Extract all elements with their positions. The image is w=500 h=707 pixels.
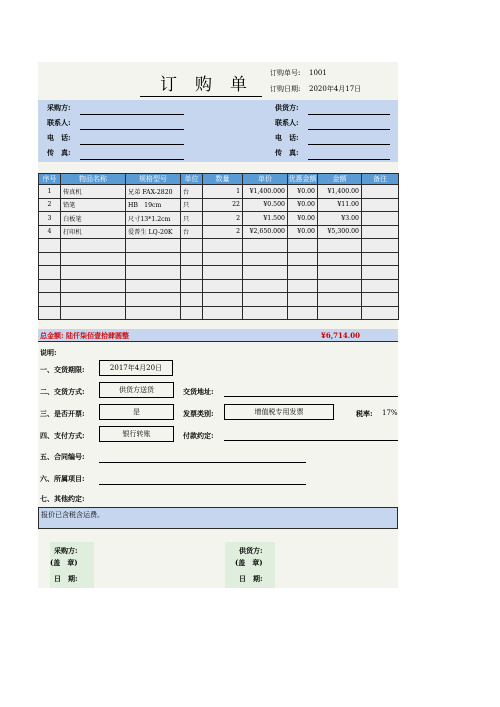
cell-amount[interactable] [318, 266, 362, 280]
col-header-unit: 单位 [181, 174, 203, 185]
cell-discount[interactable] [288, 293, 318, 307]
cell-discount[interactable]: ¥0.00 [288, 212, 318, 226]
other-terms-text: 报价已含税含运费。 [41, 511, 104, 519]
project-label: 六、所属项目: [40, 474, 85, 483]
delivery-period-label: 一、交货期限: [40, 365, 85, 374]
cell-item-name[interactable]: 打印机 [61, 225, 126, 239]
buyer-fax-label: 传 真: [47, 148, 71, 157]
cell-quantity[interactable]: 1 [203, 185, 243, 199]
table-row [39, 198, 399, 212]
table-row [39, 279, 399, 293]
cell-amount[interactable]: ¥11.00 [318, 198, 362, 212]
cell-quantity[interactable] [203, 293, 243, 307]
purchase-order-sheet [38, 62, 398, 588]
cell-remarks[interactable] [362, 185, 399, 199]
cell-remarks[interactable] [362, 252, 399, 266]
cell-index[interactable]: 4 [39, 225, 61, 239]
buyer-phone-field[interactable] [80, 144, 184, 145]
cell-unit-price[interactable] [243, 279, 288, 293]
cell-unit[interactable] [181, 306, 203, 320]
cell-unit[interactable] [181, 239, 203, 253]
supplier-label: 供货方: [275, 103, 299, 112]
col-header-quantity: 数量 [203, 174, 243, 185]
cell-unit-price[interactable]: ¥2,650.000 [243, 225, 288, 239]
delivery-method-field[interactable]: 供货方送货 [99, 382, 174, 398]
col-header-spec: 规格型号 [126, 174, 181, 185]
buyer-sign-label: 采购方: [54, 546, 78, 555]
supplier-contact-field[interactable] [308, 129, 390, 130]
cell-amount[interactable] [318, 279, 362, 293]
cell-index[interactable]: 1 [39, 185, 61, 199]
cell-index[interactable]: 3 [39, 212, 61, 226]
cell-discount[interactable]: ¥0.00 [288, 225, 318, 239]
cell-amount[interactable] [318, 293, 362, 307]
supplier-fax-field[interactable] [308, 159, 390, 160]
cell-quantity[interactable] [203, 279, 243, 293]
supplier-phone-field[interactable] [308, 144, 390, 145]
cell-item-name[interactable] [61, 279, 126, 293]
cell-item-name[interactable] [61, 239, 126, 253]
cell-spec[interactable] [126, 306, 181, 320]
cell-item-name[interactable] [61, 293, 126, 307]
order-date-label: 订购日期: [270, 85, 301, 93]
cell-discount[interactable] [288, 252, 318, 266]
invoice-field[interactable]: 是 [99, 404, 174, 420]
col-header-unit-price: 单价 [243, 174, 288, 185]
order-date-value: 2020年4月17日 [309, 85, 362, 93]
buyer-contact-field[interactable] [80, 129, 184, 130]
title-underline [140, 96, 262, 97]
party-info-block [38, 100, 398, 162]
cell-index[interactable] [39, 279, 61, 293]
cell-spec[interactable] [126, 252, 181, 266]
cell-spec[interactable]: 爱普生 LQ-20K [126, 225, 181, 239]
buyer-phone-label: 电 话: [47, 133, 71, 142]
cell-quantity[interactable] [203, 266, 243, 280]
delivery-address-field[interactable] [224, 396, 398, 397]
total-label: 总金额: 陆仟柒佰壹拾肆圆整 [40, 331, 130, 340]
cell-remarks[interactable] [362, 239, 399, 253]
cell-amount[interactable]: ¥3.00 [318, 212, 362, 226]
table-row [39, 252, 399, 266]
cell-spec[interactable] [126, 279, 181, 293]
table-row [39, 239, 399, 253]
supplier-fax-label: 传 真: [275, 148, 299, 157]
cell-discount[interactable] [288, 306, 318, 320]
cell-quantity[interactable]: 2 [203, 225, 243, 239]
payment-terms-label: 付款约定: [183, 431, 214, 440]
cell-item-name[interactable]: 传真机 [61, 185, 126, 199]
tax-rate-value: 17% [382, 409, 398, 417]
cell-quantity[interactable] [203, 306, 243, 320]
table-row [39, 293, 399, 307]
cell-unit[interactable] [181, 293, 203, 307]
cell-spec[interactable]: 兄弟 FAX-2820 [126, 185, 181, 199]
cell-unit[interactable]: 只 [181, 198, 203, 212]
cell-unit[interactable] [181, 252, 203, 266]
cell-item-name[interactable] [61, 306, 126, 320]
cell-amount[interactable] [318, 239, 362, 253]
table-row [39, 306, 399, 320]
cell-amount[interactable] [318, 252, 362, 266]
cell-unit-price[interactable] [243, 306, 288, 320]
title-char-1: 订 [160, 75, 177, 95]
invoice-type-label: 发票类别: [183, 409, 214, 418]
invoice-label: 三、是否开票: [40, 409, 85, 418]
delivery-method-label: 二、交货方式: [40, 387, 85, 396]
cell-unit-price[interactable]: ¥1.500 [243, 212, 288, 226]
delivery-period-field[interactable]: 2017年4月20日 [99, 360, 173, 376]
table-row [39, 225, 399, 239]
cell-remarks[interactable] [362, 293, 399, 307]
contract-no-label: 五、合同编号: [40, 452, 85, 461]
buyer-fax-field[interactable] [80, 159, 184, 160]
col-header-amount: 金额 [318, 174, 362, 185]
cell-spec[interactable]: HB 19cm [126, 198, 181, 212]
cell-amount[interactable]: ¥1,400.00 [318, 185, 362, 199]
cell-discount[interactable]: ¥0.00 [288, 198, 318, 212]
table-header-row [39, 174, 399, 185]
cell-remarks[interactable] [362, 306, 399, 320]
buyer-seal-label: (盖 章) [50, 558, 78, 567]
delivery-address-label: 交货地址: [183, 387, 214, 396]
cell-amount[interactable] [318, 306, 362, 320]
table-row [39, 266, 399, 280]
total-amount: ¥6,714.00 [321, 331, 360, 340]
items-table [38, 173, 399, 320]
cell-discount[interactable] [288, 239, 318, 253]
cell-spec[interactable] [126, 266, 181, 280]
buyer-field[interactable] [80, 114, 184, 115]
cell-spec[interactable]: 尺寸13*1.2cm [126, 212, 181, 226]
cell-remarks[interactable] [362, 212, 399, 226]
cell-quantity[interactable] [203, 239, 243, 253]
payment-method-field[interactable]: 银行转账 [99, 426, 174, 442]
buyer-date-label: 日 期: [54, 574, 78, 583]
cell-unit-price[interactable] [243, 252, 288, 266]
supplier-signature-box [225, 542, 275, 588]
notes-heading: 说明: [40, 348, 57, 357]
buyer-label: 采购方: [47, 103, 71, 112]
supplier-phone-label: 电 话: [275, 133, 299, 142]
cell-discount[interactable] [288, 279, 318, 293]
cell-spec[interactable] [126, 239, 181, 253]
cell-unit-price[interactable] [243, 266, 288, 280]
cell-remarks[interactable] [362, 266, 399, 280]
cell-discount[interactable] [288, 266, 318, 280]
cell-discount[interactable]: ¥0.00 [288, 185, 318, 199]
cell-index[interactable] [39, 266, 61, 280]
cell-unit[interactable] [181, 279, 203, 293]
col-header-index: 序号 [39, 174, 61, 185]
title-char-2: 购 [195, 75, 212, 95]
cell-item-name[interactable]: 铅笔 [61, 198, 126, 212]
title-char-3: 单 [230, 75, 247, 95]
total-row [38, 329, 398, 342]
cell-item-name[interactable] [61, 252, 126, 266]
order-no-value: 1001 [309, 69, 327, 77]
cell-unit-price[interactable] [243, 239, 288, 253]
cell-index[interactable] [39, 239, 61, 253]
supplier-sign-label: 供货方: [239, 546, 263, 555]
cell-quantity[interactable] [203, 252, 243, 266]
other-terms-box[interactable] [38, 507, 398, 529]
payment-terms-field[interactable] [224, 440, 398, 441]
table-row [39, 185, 399, 199]
cell-item-name[interactable] [61, 266, 126, 280]
cell-unit-price[interactable]: ¥0.500 [243, 198, 288, 212]
cell-quantity[interactable]: 22 [203, 198, 243, 212]
cell-remarks[interactable] [362, 225, 399, 239]
cell-unit[interactable]: 台 [181, 225, 203, 239]
other-terms-label: 七、其他约定: [40, 494, 85, 503]
cell-index[interactable] [39, 293, 61, 307]
cell-index[interactable] [39, 306, 61, 320]
project-field[interactable] [99, 484, 306, 485]
cell-index[interactable]: 2 [39, 198, 61, 212]
supplier-seal-label: (盖 章) [235, 558, 263, 567]
supplier-field[interactable] [308, 114, 390, 115]
cell-unit[interactable]: 台 [181, 185, 203, 199]
buyer-contact-label: 联系人: [47, 118, 71, 127]
cell-quantity[interactable]: 2 [203, 212, 243, 226]
cell-unit-price[interactable] [243, 293, 288, 307]
cell-spec[interactable] [126, 293, 181, 307]
cell-unit[interactable] [181, 266, 203, 280]
cell-remarks[interactable] [362, 198, 399, 212]
cell-amount[interactable]: ¥5,300.00 [318, 225, 362, 239]
cell-remarks[interactable] [362, 279, 399, 293]
buyer-signature-box [50, 542, 94, 588]
order-no-label: 订购单号: [270, 69, 301, 77]
invoice-type-field[interactable]: 增值税专用发票 [224, 404, 334, 420]
col-header-item-name: 物品名称 [61, 174, 126, 185]
cell-unit[interactable]: 只 [181, 212, 203, 226]
tax-rate-label: 税率: [356, 409, 373, 418]
supplier-date-label: 日 期: [239, 574, 263, 583]
contract-no-field[interactable] [99, 462, 306, 463]
cell-unit-price[interactable]: ¥1,400.000 [243, 185, 288, 199]
cell-item-name[interactable]: 白板笔 [61, 212, 126, 226]
cell-index[interactable] [39, 252, 61, 266]
supplier-contact-label: 联系人: [275, 118, 299, 127]
col-header-remarks: 备注 [362, 174, 399, 185]
payment-method-label: 四、支付方式: [40, 431, 85, 440]
table-row [39, 212, 399, 226]
col-header-discount: 优惠金额 [288, 175, 317, 183]
